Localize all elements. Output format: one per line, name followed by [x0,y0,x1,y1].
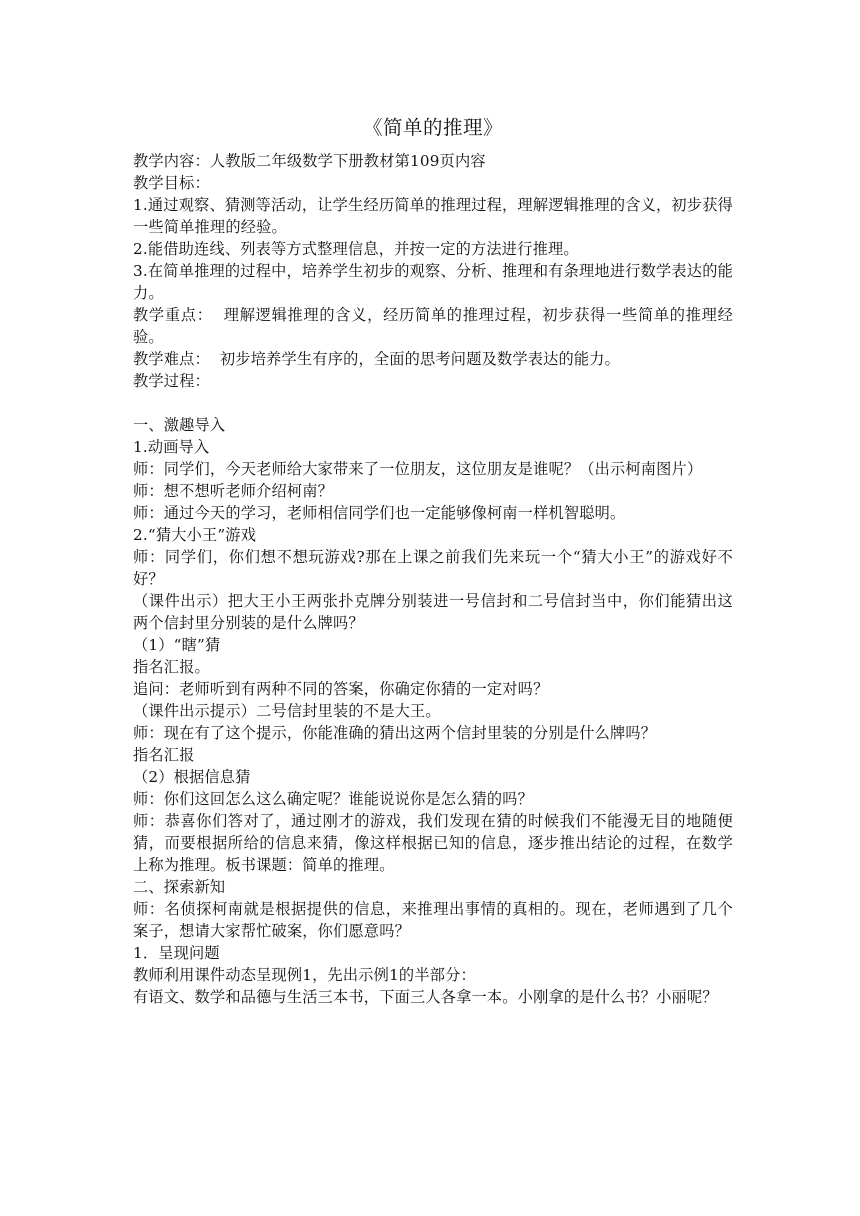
document-page [133,114,733,1008]
paragraph: 3.在简单推理的过程中，培养学生初步的观察、分析、推理和有条理地进行数学表达的能力。 [133,262,733,302]
paragraph: 师：恭喜你们答对了，通过刚才的游戏，我们发现在猜的时候我们不能漫无目的地随便猜，而要根据所给的信息来猜，像这样根据已知的信息，逐步推出结论的过程，在数学上称为推理。板书课题：简单的推理。 [133,812,733,874]
paragraph: 师：通过今天的学习，老师相信同学们也一定能够像柯南一样机智聪明。 [133,504,626,522]
paragraph: 1.通过观察、猜测等活动，让学生经历简单的推理过程，理解逻辑推理的含义，初步获得一些简单推理的经验。 [133,196,733,236]
paragraph: 教学难点： 初步培养学生有序的，全面的思考问题及数学表达的能力。 [133,350,621,368]
paragraph: 一、激趣导入 [133,416,226,434]
paragraph: 师：想不想听老师介绍柯南？ [133,482,334,500]
blank-line [133,392,733,414]
paragraph: 师：你们这回怎么这么确定呢？谁能说说你是怎么猜的吗？ [133,790,534,808]
paragraph: 师：名侦探柯南就是根据提供的信息，来推理出事情的真相的。现在，老师遇到了几个案子，想请大家帮忙破案，你们愿意吗？ [133,900,733,940]
paragraph: 教师利用课件动态呈现例1，先出示例1的半部分： [133,966,476,984]
paragraph: 师：现在有了这个提示，你能准确的猜出这两个信封里装的分别是什么牌吗？ [133,724,657,742]
document-title: 《简单的推理》 [362,116,503,139]
paragraph: 师：同学们，今天老师给大家带来了一位朋友，这位朋友是谁呢？（出示柯南图片） [133,460,703,478]
paragraph: 教学内容：人教版二年级数学下册教材第109页内容 [133,152,486,170]
document-body [133,150,733,1008]
paragraph: 追问：老师听到有两种不同的答案，你确定你猜的一定对吗？ [133,680,549,698]
paragraph: （1）“瞎”猜 [133,636,221,654]
paragraph: 教学目标： [133,174,210,192]
paragraph: 指名汇报。 [133,658,210,676]
paragraph: 教学过程： [133,372,210,390]
paragraph: 二、探索新知 [133,878,226,896]
paragraph: （2）根据信息猜 [133,768,251,786]
paragraph: 2.“猜大小王”游戏 [133,526,257,544]
paragraph: （课件出示提示）二号信封里装的不是大王。 [133,702,441,720]
paragraph: 指名汇报 [133,746,195,764]
paragraph: 有语文、数学和品德与生活三本书，下面三人各拿一本。小刚拿的是什么书？小丽呢？ [133,988,718,1006]
paragraph: 1.动画导入 [133,438,210,456]
paragraph: 教学重点： 理解逻辑推理的含义，经历简单的推理过程，初步获得一些简单的推理经验。 [133,306,733,346]
paragraph: （课件出示）把大王小王两张扑克牌分别装进一号信封和二号信封当中，你们能猜出这两个信封里分别装的是什么牌吗？ [133,592,733,632]
paragraph: 2.能借助连线、列表等方式整理信息，并按一定的方法进行推理。 [133,240,579,258]
paragraph: 1．呈现问题 [133,944,220,962]
paragraph: 师：同学们，你们想不想玩游戏?那在上课之前我们先来玩一个“猜大小王”的游戏好不好？ [133,548,733,588]
